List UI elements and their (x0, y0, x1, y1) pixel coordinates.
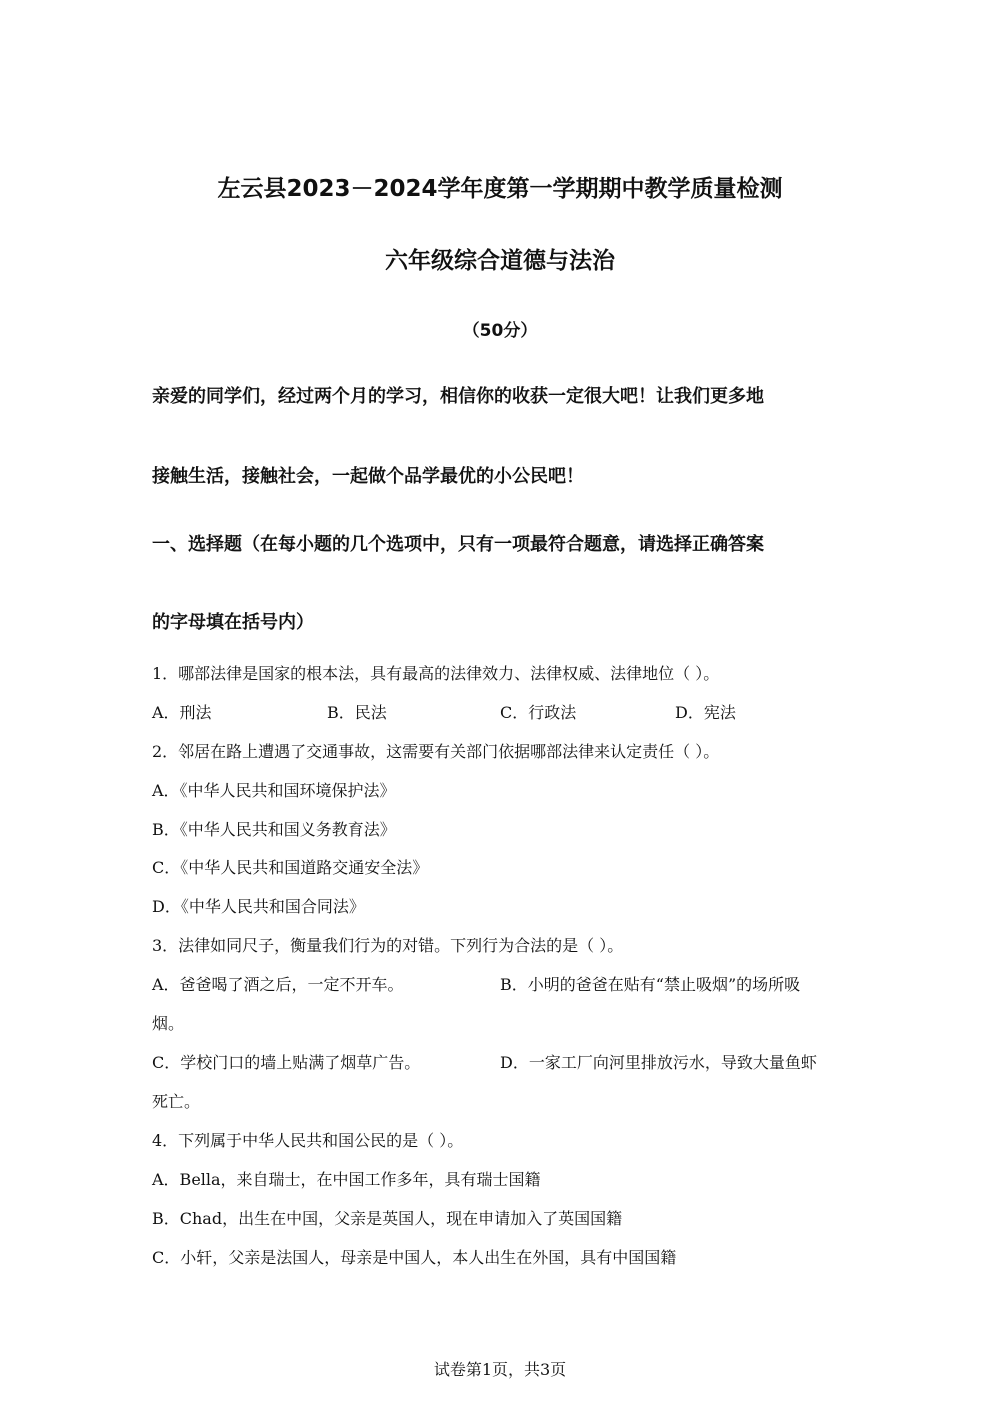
section1-heading-line1: 一、选择题（在每小题的几个选项中，只有一项最符合题意，请选择正确答案 (152, 534, 764, 555)
exam-title-line1: 左云县2023－2024学年度第一学期期中教学质量检测 (217, 176, 783, 202)
question-2-option-a: A．《中华人民共和国环境保护法》 (152, 781, 396, 800)
question-1-stem: 1．哪部法律是国家的根本法，具有最高的法律效力、法律权威、法律地位（ ）。 (152, 664, 720, 683)
question-4-option-c: C．小轩，父亲是法国人，母亲是中国人，本人出生在外国，具有中国国籍 (152, 1248, 677, 1267)
question-2-option-d: D．《中华人民共和国合同法》 (152, 897, 365, 916)
exam-title-line2: 六年级综合道德与法治 (385, 248, 615, 274)
question-4-stem: 4．下列属于中华人民共和国公民的是（ ）。 (152, 1131, 464, 1150)
question-3-stem: 3．法律如同尺子，衡量我们行为的对错。下列行为合法的是（ ）。 (152, 936, 624, 955)
intro-line1: 亲爱的同学们，经过两个月的学习，相信你的收获一定很大吧！让我们更多地 (152, 386, 764, 407)
question-3-option-d: D．一家工厂向河里排放污水，导致大量鱼虾 (500, 1053, 817, 1072)
page-footer: 试卷第1页，共3页 (433, 1360, 567, 1379)
question-4-option-b: B．Chad，出生在中国，父亲是英国人，现在申请加入了英国国籍 (152, 1209, 623, 1228)
question-4-option-a: A．Bella，来自瑞士，在中国工作多年，具有瑞士国籍 (152, 1170, 541, 1189)
question-3-option-b-cont: 烟。 (152, 1014, 185, 1033)
question-3-option-d-cont: 死亡。 (152, 1092, 201, 1111)
question-3-option-a: A．爸爸喝了酒之后，一定不开车。 (152, 975, 404, 994)
section1-heading-line2: 的字母填在括号内） (152, 612, 314, 633)
question-1-option-a: A．刑法 (152, 703, 212, 722)
intro-line2: 接触生活，接触社会，一起做个品学最优的小公民吧！ (152, 466, 584, 487)
question-3-option-b: B．小明的爸爸在贴有“禁止吸烟”的场所吸 (500, 975, 801, 994)
total-score: （50分） (462, 321, 538, 341)
question-2-option-b: B．《中华人民共和国义务教育法》 (152, 820, 396, 839)
question-1-option-c: C．行政法 (500, 703, 577, 722)
question-2-option-c: C．《中华人民共和国道路交通安全法》 (152, 858, 429, 877)
question-1-option-b: B．民法 (327, 703, 387, 722)
question-1-option-d: D．宪法 (675, 703, 736, 722)
question-3-option-c: C．学校门口的墙上贴满了烟草广告。 (152, 1053, 421, 1072)
question-2-stem: 2．邻居在路上遭遇了交通事故，这需要有关部门依据哪部法律来认定责任（ ）。 (152, 742, 720, 761)
